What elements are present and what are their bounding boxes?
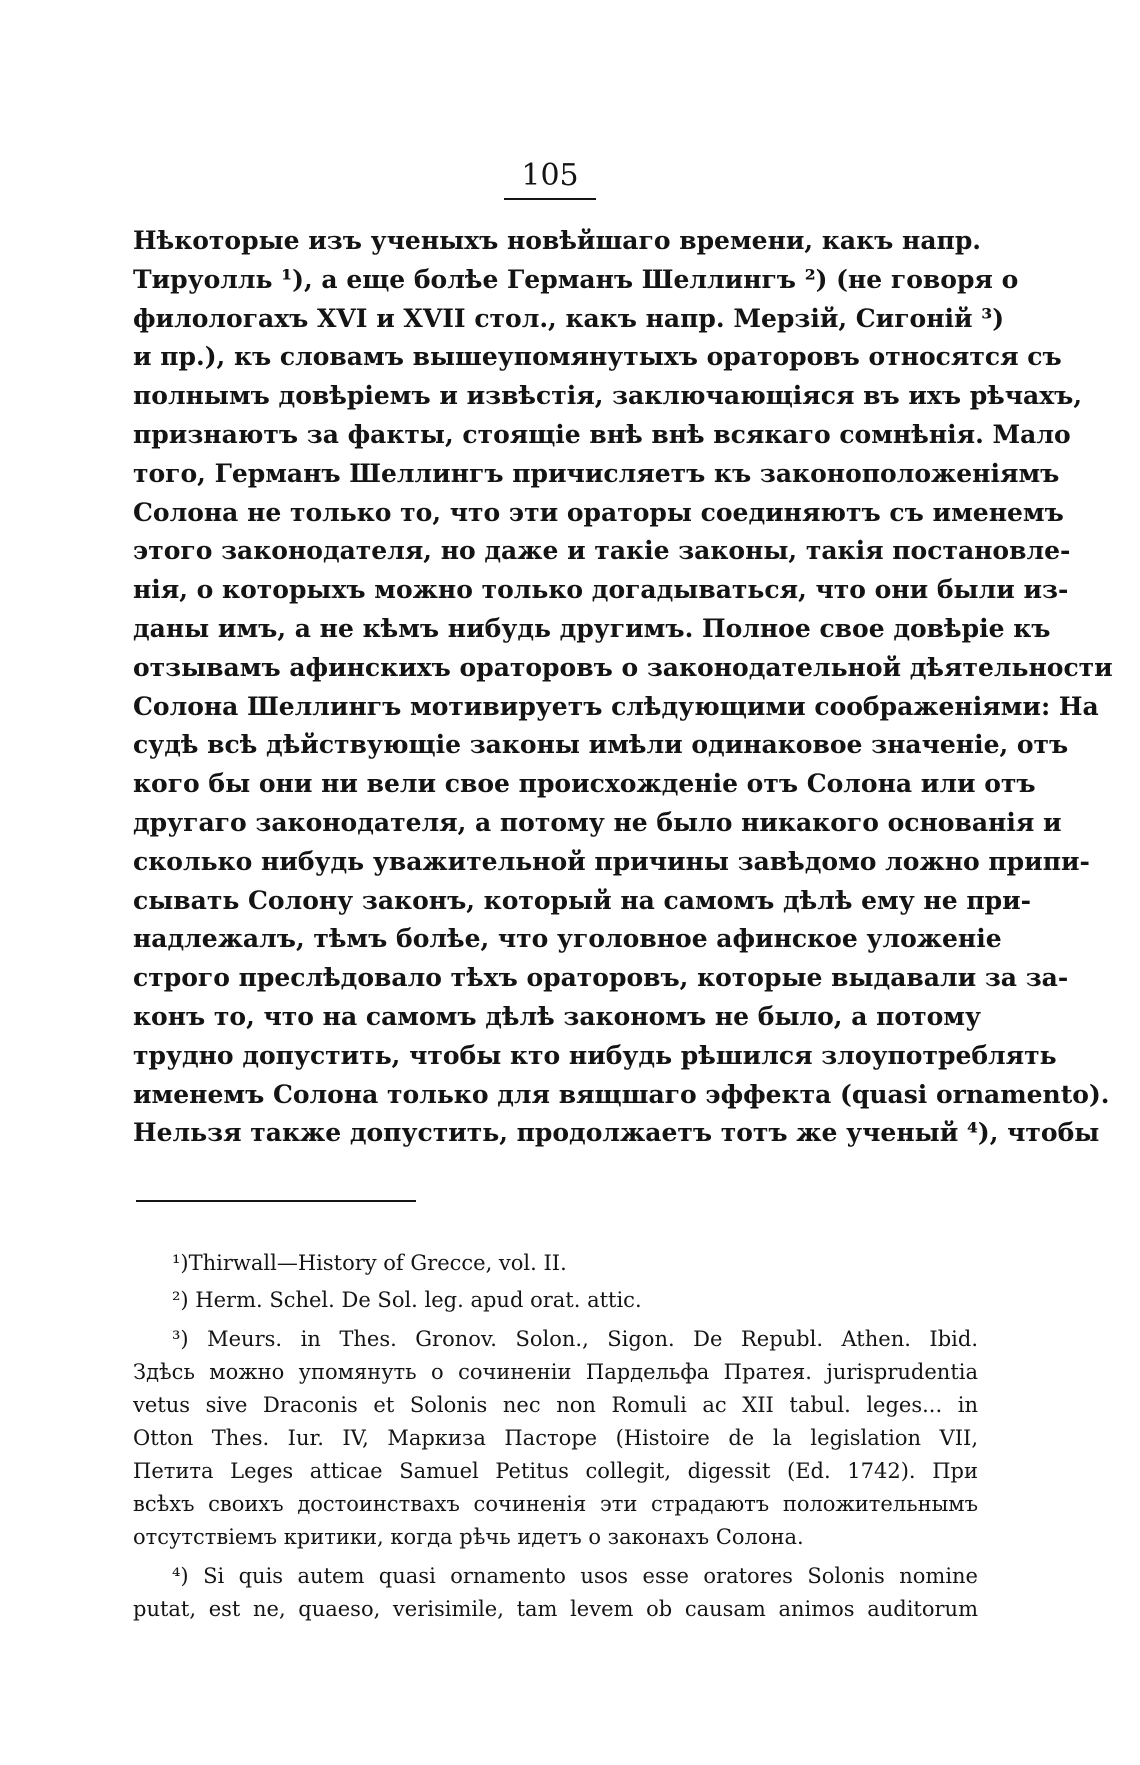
text-line: Нельзя также допустить, продолжаетъ тотъ же ученый ⁴), чтобы	[133, 1118, 1100, 1148]
footnote-line: putat, est ne, quaeso, verisimile, tam levem ob causam animos auditorum	[133, 1597, 978, 1621]
text-line: строго преслѣдовало тѣхъ ораторовъ, которые выдавали за за-	[133, 963, 1069, 993]
footnote-line: ³) Meurs. in Thes. Gronov. Solon., Sigon. De Republ. Athen. Ibid.	[172, 1327, 978, 1351]
footnotes	[133, 1247, 978, 1626]
footnote-line: ¹)Thirwall—History of Grecce, vol. II.	[172, 1251, 567, 1275]
text-line: Тируолль ¹), а еще болѣе Германъ Шеллингъ ²) (не говоря о	[133, 264, 1019, 294]
text-line: другаго законодателя, а потому не было никакого основанія и	[133, 807, 1062, 837]
page-number: 105	[521, 158, 579, 193]
footnote-4	[133, 1560, 978, 1626]
text-line: кого бы они ни вели свое происхожденіе отъ Солона или отъ	[133, 769, 1036, 799]
footnote-separator	[136, 1200, 416, 1202]
footnote-3	[133, 1323, 978, 1554]
text-line: даны имъ, а не кѣмъ нибудь другимъ. Полное свое довѣріе къ	[133, 613, 1051, 643]
text-line: и пр.), къ словамъ вышеупомянутыхъ ораторовъ относятся съ	[133, 342, 1062, 372]
text-line: того, Германъ Шеллингъ причисляетъ къ законоположеніямъ	[133, 458, 1060, 488]
footnote-1	[133, 1247, 978, 1280]
footnote-line: Otton Thes. Iur. IV, Маркиза Пасторе (Histoire de la legislation VII,	[133, 1426, 978, 1450]
footnote-line: vetus sive Draconis et Solonis nec non Romuli ac XII tabul. leges... in	[133, 1393, 978, 1417]
text-line: признаютъ за факты, стоящіе внѣ внѣ всякаго сомнѣнія. Мало	[133, 419, 1071, 449]
text-line: этого законодателя, но даже и такіе законы, такія постановле-	[133, 536, 1071, 566]
text-line: сывать Солону законъ, который на самомъ дѣлѣ ему не при-	[133, 885, 1032, 915]
main-text	[133, 222, 1113, 1153]
text-line: судѣ всѣ дѣйствующіе законы имѣли одинаковое значеніе, отъ	[133, 730, 1069, 760]
footnote-line: отсутствіемъ критики, когда рѣчь идетъ о законахъ Солона.	[133, 1525, 804, 1549]
footnote-line: Петита Leges atticae Samuel Petitus collegit, digessit (Ed. 1742). При	[133, 1459, 978, 1483]
text-line: трудно допустить, чтобы кто нибудь рѣшился злоупотреблять	[133, 1040, 1057, 1070]
text-line: Солона Шеллингъ мотивируетъ слѣдующими соображеніями: На	[133, 691, 1099, 721]
text-line: Солона не только то, что эти ораторы соединяютъ съ именемъ	[133, 497, 1064, 527]
footnote-line: Здѣсь можно упомянуть о сочиненіи Пардельфа Пратея. jurisprudentia	[133, 1360, 978, 1384]
text-line: именемъ Солона только для вящшаго эффекта (quasi ornamento).	[133, 1079, 1110, 1109]
footnote-2	[133, 1284, 978, 1317]
footnote-line: ²) Herm. Schel. De Sol. leg. apud orat. attic.	[172, 1288, 642, 1312]
text-line: надлежалъ, тѣмъ болѣе, что уголовное афинское уложеніе	[133, 924, 1002, 954]
text-line: полнымъ довѣріемъ и извѣстія, заключающіяся въ ихъ рѣчахъ,	[133, 381, 1083, 411]
text-line: Нѣкоторые изъ ученыхъ новѣйшаго времени, какъ напр.	[133, 226, 981, 255]
page-number-rule	[504, 198, 596, 200]
text-line: сколько нибудь уважительной причины завѣдомо ложно припи-	[133, 846, 1090, 876]
text-line: филологахъ XVI и XVII стол., какъ напр. Мерзій, Сигоній ³)	[133, 303, 1005, 333]
text-line: нія, о которыхъ можно только догадываться, что они были из-	[133, 575, 1069, 605]
footnote-line: всѣхъ своихъ достоинствахъ сочиненія эти страдаютъ положительнымъ	[133, 1492, 978, 1516]
text-line: конъ то, что на самомъ дѣлѣ закономъ не было, а потому	[133, 1001, 981, 1031]
footnote-line: ⁴) Si quis autem quasi ornamento usos esse oratores Solonis nomine	[172, 1564, 978, 1588]
text-line: отзывамъ афинскихъ ораторовъ о законодательной дѣятельности	[133, 652, 1113, 682]
